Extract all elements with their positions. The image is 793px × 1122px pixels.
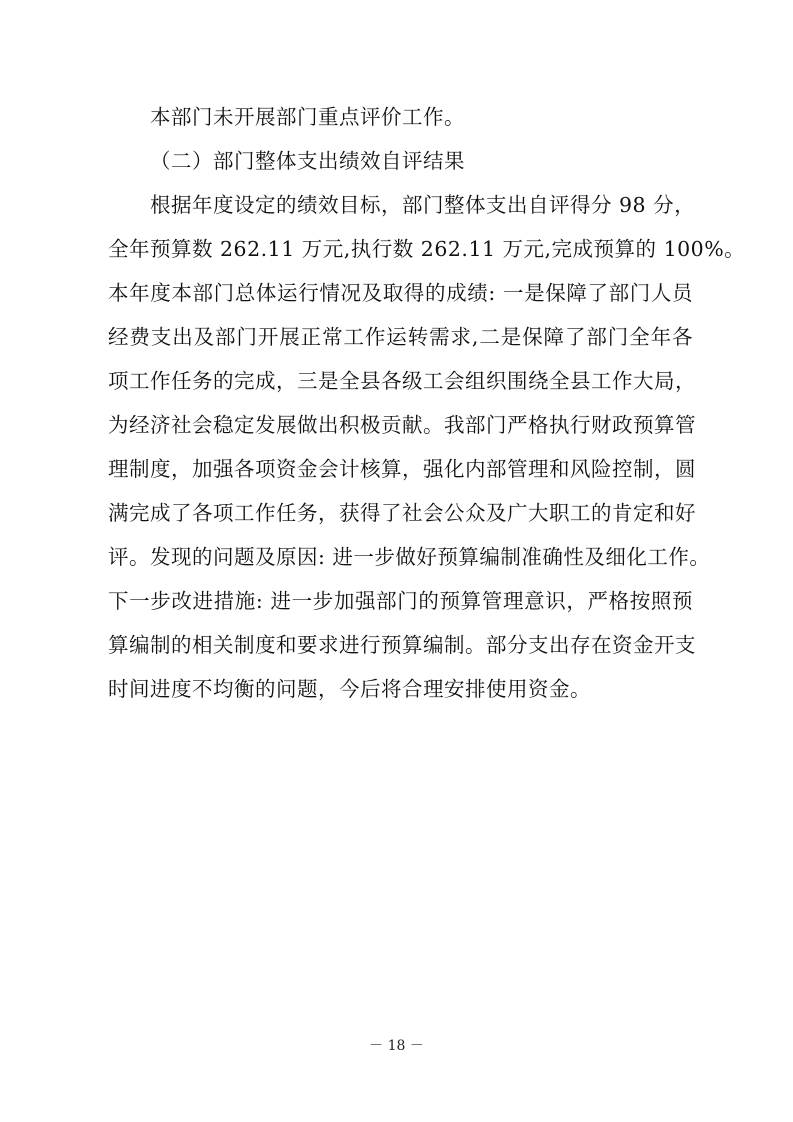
paragraph-line: 为经济社会稳定发展做出积极贡献。我部门严格执行财政预算管 (108, 413, 696, 437)
paragraph-line: 评。发现的问题及原因: 进一步做好预算编制准确性及细化工作。 (108, 545, 711, 569)
paragraph-line: 本年度本部门总体运行情况及取得的成绩: 一是保障了部门人员 (108, 281, 693, 305)
paragraph-line: 下一步改进措施: 进一步加强部门的预算管理意识，严格按照预 (108, 589, 693, 613)
paragraph-line: 全年预算数 262.11 万元,执行数 262.11 万元,完成预算的 100%。 (108, 237, 746, 261)
paragraph-line: 经费支出及部门开展正常工作运转需求,二是保障了部门全年各 (108, 325, 693, 349)
paragraph-line: 算编制的相关制度和要求进行预算编制。部分支出存在资金开支 (108, 633, 696, 657)
paragraph-line: 理制度，加强各项资金会计核算，强化内部管理和风险控制，圆 (108, 457, 696, 481)
paragraph-line: 时间进度不均衡的问题，今后将合理安排使用资金。 (108, 677, 591, 701)
page-number: － 18 － (369, 1038, 424, 1054)
paragraph-line: 根据年度设定的绩效目标，部门整体支出自评得分 98 分， (150, 193, 696, 217)
paragraph-line: 项工作任务的完成，三是全县各级工会组织围绕全县工作大局， (108, 369, 696, 393)
paragraph-no-evaluation: 本部门未开展部门重点评价工作。 (150, 105, 465, 129)
section-heading: （二）部门整体支出绩效自评结果 (150, 149, 465, 173)
paragraph-line: 满完成了各项工作任务，获得了社会公众及广大职工的肯定和好 (108, 501, 696, 525)
